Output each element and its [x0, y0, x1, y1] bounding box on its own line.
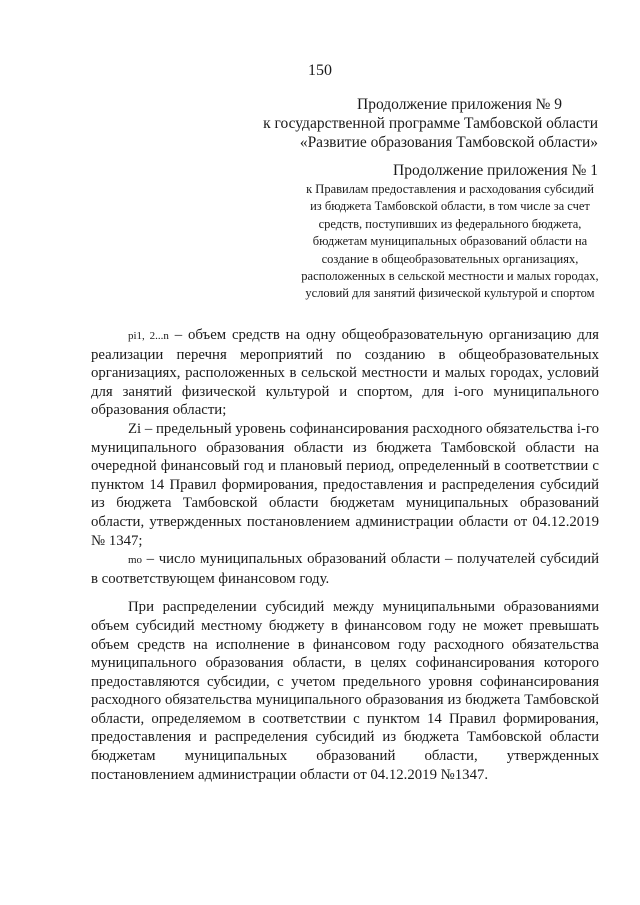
body-text — [91, 326, 599, 784]
symbol-pi: pi1, 2...n — [128, 330, 169, 342]
paragraph-3-text: – число муниципальных образований области – получателей субсидий в соответствующем финансовом году. — [91, 551, 599, 587]
annex-9-line-2: к государственной программе Тамбовской области — [263, 115, 598, 132]
paragraph-1-text: – объем средств на одну общеобразовательную организацию для реализации перечня мероприятий по созданию в общеобразовательных организациях, расположенных в сельской местности и малых городах, условий для занятий физической культурой и спортом, для i-ого муниципального образования области; — [91, 327, 599, 419]
symbol-mo: mo — [128, 554, 143, 567]
page-number: 150 — [308, 62, 332, 79]
annex-9-line-3: «Развитие образования Тамбовской области» — [299, 134, 598, 151]
annex-9-header — [198, 95, 598, 152]
annex-9-line-1: Продолжение приложения № 9 — [357, 96, 562, 113]
paragraph-1 — [91, 326, 599, 420]
annex-1-title: Продолжение приложения № 1 — [393, 162, 598, 179]
symbol-zi: Zi — [128, 420, 142, 437]
paragraph-2 — [91, 420, 599, 550]
paragraph-2-text: – предельный уровень софинансирования расходного обязательства i-го муниципального образования области из бюджета Тамбовской области на очередной финансовый год и плановый период, определенный в соответствии с пунктом 14 Правил формирования, предоставления и распределения субсидий из бюджета Тамбовской области бюджетам муниципальных образований области, утвержденных постановлением администрации области от 04.12.2019 № 1347; — [91, 420, 599, 549]
annex-1-body: к Правилам предоставления и расходования субсидий из бюджета Тамбовской области, в том числе за счет средств, поступивших из федерального бюджета, бюджетам муниципальных образований области на создание в общеобразовательных организациях, расположенных в сельской местности и малых городах, условий для занятий физической культурой и спортом — [301, 182, 599, 301]
paragraph-4: При распределении субсидий между муниципальными образованиями объем субсидий местному бюджету в финансовом году не может превышать объем средств на исполнение в финансовом году расходного обязательства муниципального образования области, в целях софинансирования которого предоставляются субсидии, с учетом предельного уровня софинансирования расходного обязательства муниципального образования из бюджета Тамбовской области, определяемом в соответствии с пунктом 14 Правил формирования, предоставления и распределения субсидий из бюджета Тамбовской области бюджетам муниципальных образований области, утвержденных постановлением администрации области от 04.12.2019 №1347. — [91, 599, 599, 783]
paragraph-3 — [91, 550, 599, 588]
